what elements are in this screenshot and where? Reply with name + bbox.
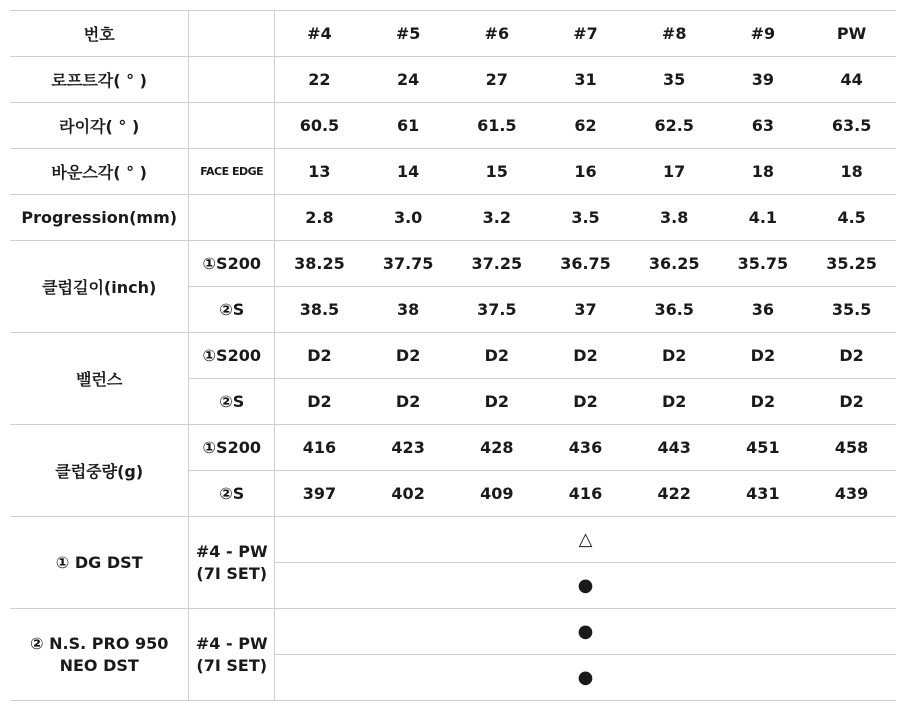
progression-value: 4.5 bbox=[807, 195, 896, 241]
loft-value: 35 bbox=[630, 57, 719, 103]
progression-value: 4.1 bbox=[719, 195, 808, 241]
weight-value: 431 bbox=[719, 471, 808, 517]
balance-label: 밸런스 bbox=[10, 333, 189, 425]
lie-value: 61.5 bbox=[452, 103, 541, 149]
header-sub-empty bbox=[189, 11, 275, 57]
balance-value: D2 bbox=[541, 379, 630, 425]
lie-label: 라이각( ° ) bbox=[10, 103, 189, 149]
loft-value: 31 bbox=[541, 57, 630, 103]
weight-value: 416 bbox=[541, 471, 630, 517]
length-row bbox=[10, 241, 896, 287]
lie-value: 63 bbox=[719, 103, 808, 149]
club-header: #9 bbox=[719, 11, 808, 57]
shaft1-sub-line1: #4 - PW bbox=[195, 541, 268, 561]
weight-value: 402 bbox=[364, 471, 453, 517]
progression-value: 3.0 bbox=[364, 195, 453, 241]
progression-value: 3.2 bbox=[452, 195, 541, 241]
weight-value: 451 bbox=[719, 425, 808, 471]
loft-value: 22 bbox=[275, 57, 364, 103]
loft-label: 로프트각( ° ) bbox=[10, 57, 189, 103]
progression-row bbox=[10, 195, 896, 241]
length-value: 38 bbox=[364, 287, 453, 333]
progression-sub-empty bbox=[189, 195, 275, 241]
club-header: PW bbox=[807, 11, 896, 57]
filled-circle-icon: ● bbox=[275, 609, 896, 655]
balance-value: D2 bbox=[364, 379, 453, 425]
lie-value: 61 bbox=[364, 103, 453, 149]
balance-value: D2 bbox=[275, 333, 364, 379]
club-header: #4 bbox=[275, 11, 364, 57]
lie-value: 60.5 bbox=[275, 103, 364, 149]
bounce-value: 18 bbox=[807, 149, 896, 195]
header-row bbox=[10, 11, 896, 57]
length-value: 35.25 bbox=[807, 241, 896, 287]
loft-value: 39 bbox=[719, 57, 808, 103]
length-value: 36 bbox=[719, 287, 808, 333]
shaft1-label: ① DG DST bbox=[10, 517, 189, 609]
length-value: 37.25 bbox=[452, 241, 541, 287]
length-label: 클럽길이(inch) bbox=[10, 241, 189, 333]
shaft2-label bbox=[10, 609, 189, 701]
shaft2-label-line1: ② N.S. PRO 950 bbox=[30, 633, 169, 653]
weight-sub: ①S200 bbox=[189, 425, 275, 471]
balance-value: D2 bbox=[630, 379, 719, 425]
bounce-value: 17 bbox=[630, 149, 719, 195]
filled-circle-icon: ● bbox=[275, 655, 896, 701]
balance-sub: ①S200 bbox=[189, 333, 275, 379]
balance-value: D2 bbox=[807, 379, 896, 425]
length-value: 38.5 bbox=[275, 287, 364, 333]
filled-circle-icon: ● bbox=[275, 563, 896, 609]
shaft1-sub bbox=[189, 517, 275, 609]
length-value: 37.75 bbox=[364, 241, 453, 287]
loft-sub-empty bbox=[189, 57, 275, 103]
club-header: #6 bbox=[452, 11, 541, 57]
bounce-value: 16 bbox=[541, 149, 630, 195]
lie-value: 62 bbox=[541, 103, 630, 149]
bounce-value: 13 bbox=[275, 149, 364, 195]
progression-value: 2.8 bbox=[275, 195, 364, 241]
length-sub: ②S bbox=[189, 287, 275, 333]
shaft2-sub-line1: #4 - PW bbox=[195, 633, 268, 653]
balance-value: D2 bbox=[275, 379, 364, 425]
shaft1-row bbox=[10, 517, 896, 563]
weight-value: 422 bbox=[630, 471, 719, 517]
bounce-label: 바운스각( ° ) bbox=[10, 149, 189, 195]
shaft2-row bbox=[10, 609, 896, 655]
length-sub: ①S200 bbox=[189, 241, 275, 287]
club-header: #7 bbox=[541, 11, 630, 57]
lie-value: 63.5 bbox=[807, 103, 896, 149]
weight-row bbox=[10, 425, 896, 471]
length-value: 36.75 bbox=[541, 241, 630, 287]
length-value: 35.75 bbox=[719, 241, 808, 287]
bounce-row bbox=[10, 149, 896, 195]
loft-row bbox=[10, 57, 896, 103]
length-value: 35.5 bbox=[807, 287, 896, 333]
bounce-value: 15 bbox=[452, 149, 541, 195]
balance-row bbox=[10, 333, 896, 379]
weight-value: 436 bbox=[541, 425, 630, 471]
length-value: 36.5 bbox=[630, 287, 719, 333]
balance-value: D2 bbox=[452, 379, 541, 425]
lie-row bbox=[10, 103, 896, 149]
weight-value: 458 bbox=[807, 425, 896, 471]
weight-value: 443 bbox=[630, 425, 719, 471]
balance-value: D2 bbox=[364, 333, 453, 379]
bounce-sub: FACE EDGE bbox=[189, 149, 275, 195]
weight-value: 409 bbox=[452, 471, 541, 517]
shaft2-sub bbox=[189, 609, 275, 701]
weight-value: 397 bbox=[275, 471, 364, 517]
balance-sub: ②S bbox=[189, 379, 275, 425]
loft-value: 24 bbox=[364, 57, 453, 103]
progression-label: Progression(mm) bbox=[10, 195, 189, 241]
progression-value: 3.8 bbox=[630, 195, 719, 241]
header-label: 번호 bbox=[10, 11, 189, 57]
balance-value: D2 bbox=[719, 333, 808, 379]
balance-value: D2 bbox=[719, 379, 808, 425]
length-value: 37.5 bbox=[452, 287, 541, 333]
lie-sub-empty bbox=[189, 103, 275, 149]
length-value: 38.25 bbox=[275, 241, 364, 287]
progression-value: 3.5 bbox=[541, 195, 630, 241]
length-value: 36.25 bbox=[630, 241, 719, 287]
shaft1-sub-line2: (7I SET) bbox=[196, 563, 268, 583]
bounce-value: 18 bbox=[719, 149, 808, 195]
balance-value: D2 bbox=[541, 333, 630, 379]
weight-value: 428 bbox=[452, 425, 541, 471]
shaft2-label-line2: NEO DST bbox=[59, 655, 139, 675]
shaft2-sub-line2: (7I SET) bbox=[196, 655, 268, 675]
weight-label: 클럽중량(g) bbox=[10, 425, 189, 517]
balance-value: D2 bbox=[630, 333, 719, 379]
loft-value: 27 bbox=[452, 57, 541, 103]
weight-value: 416 bbox=[275, 425, 364, 471]
bounce-value: 14 bbox=[364, 149, 453, 195]
club-header: #8 bbox=[630, 11, 719, 57]
triangle-icon: △ bbox=[275, 517, 896, 563]
club-header: #5 bbox=[364, 11, 453, 57]
length-value: 37 bbox=[541, 287, 630, 333]
balance-value: D2 bbox=[452, 333, 541, 379]
weight-value: 423 bbox=[364, 425, 453, 471]
spec-table bbox=[10, 10, 896, 701]
loft-value: 44 bbox=[807, 57, 896, 103]
weight-sub: ②S bbox=[189, 471, 275, 517]
weight-value: 439 bbox=[807, 471, 896, 517]
balance-value: D2 bbox=[807, 333, 896, 379]
lie-value: 62.5 bbox=[630, 103, 719, 149]
